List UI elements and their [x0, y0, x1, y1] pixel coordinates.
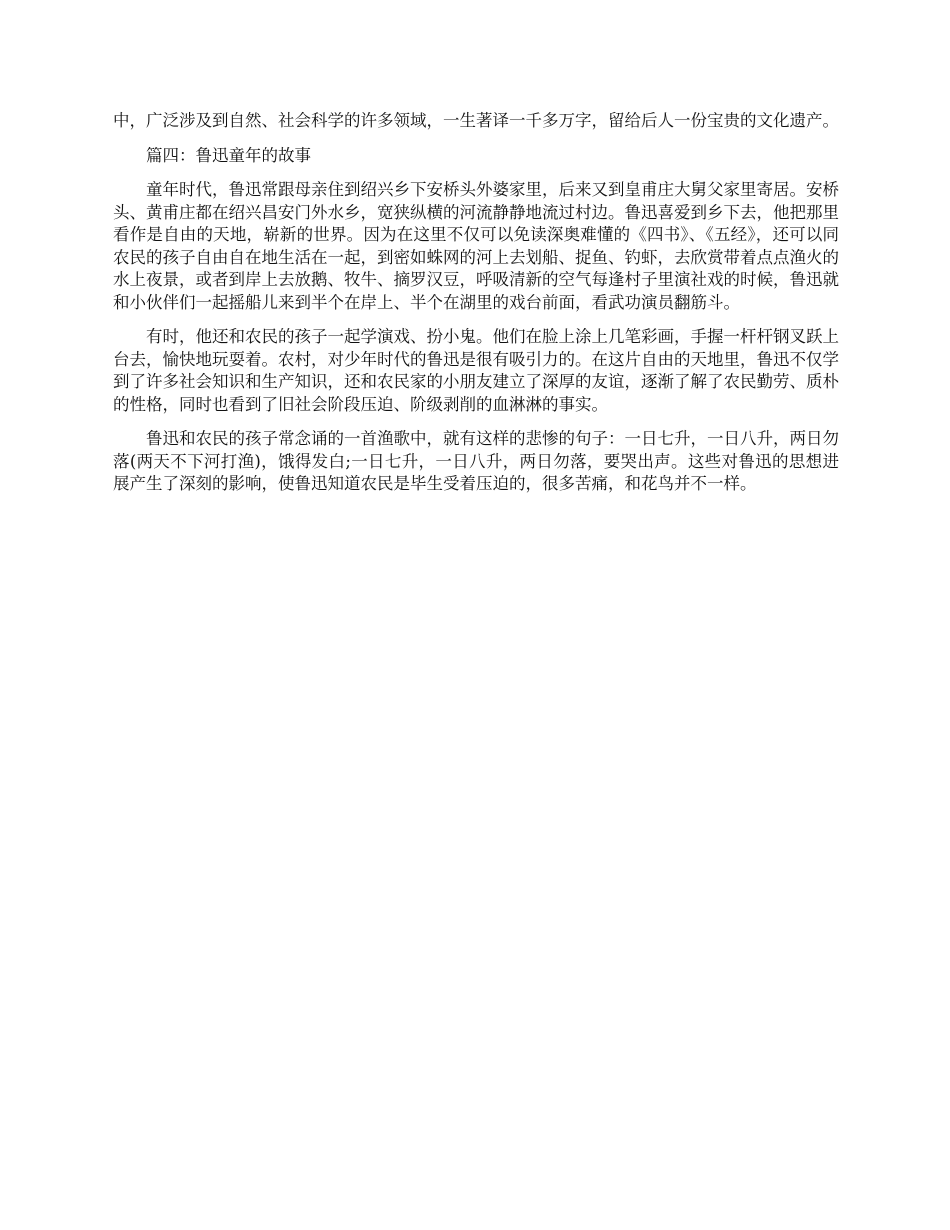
document-body [113, 110, 839, 508]
paragraph-childhood: 童年时代，鲁迅常跟母亲住到绍兴乡下安桥头外婆家里，后来又到皇甫庄大舅父家里寄居。安桥头、黄甫庄都在绍兴昌安门外水乡，宽狭纵横的河流静静地流过村边。鲁迅喜爱到乡下去，他把那里看作是自由的天地，崭新的世界。因为在这里不仅可以免读深奥难懂的《四书》、《五经》，还可以同农民的孩子自由自在地生活在一起，到密如蛛网的河上去划船、捉鱼、钓虾，去欣赏带着点点渔火的水上夜景，或者到岸上去放鹅、牧牛、摘罗汉豆，呼吸清新的空气每逢村子里演社戏的时候，鲁迅就和小伙伴们一起摇船儿来到半个在岸上、半个在湖里的戏台前面，看武功演员翻筋斗。 [113, 180, 839, 312]
paragraph-fishing-song: 鲁迅和农民的孩子常念诵的一首渔歌中，就有这样的悲惨的句子：一日七升，一日八升，两日勿落(两天不下河打渔)，饿得发白;一日七升，一日八升，两日勿落，要哭出声。这些对鲁迅的思想进展产生了深刻的影响，使鲁迅知道农民是毕生受着压迫的，很多苦痛，和花鸟并不一样。 [113, 429, 839, 493]
section-heading: 篇四：鲁迅童年的故事 [146, 145, 311, 165]
paragraph-continuation: 中，广泛涉及到自然、社会科学的许多领域，一生著译一千多万字，留给后人一份宝贵的文化遗产。 [113, 111, 839, 130]
paragraph-village-life: 有时，他还和农民的孩子一起学演戏、扮小鬼。他们在脸上涂上几笔彩画，手握一杆杆钢叉跃上台去，愉快地玩耍着。农村，对少年时代的鲁迅是很有吸引力的。在这片自由的天地里，鲁迅不仅学到了许多社会知识和生产知识，还和农民家的小朋友建立了深厚的友谊，逐渐了解了农民勤劳、质朴的性格，同时也看到了旧社会阶段压迫、阶级剥削的血淋淋的事实。 [113, 327, 839, 414]
